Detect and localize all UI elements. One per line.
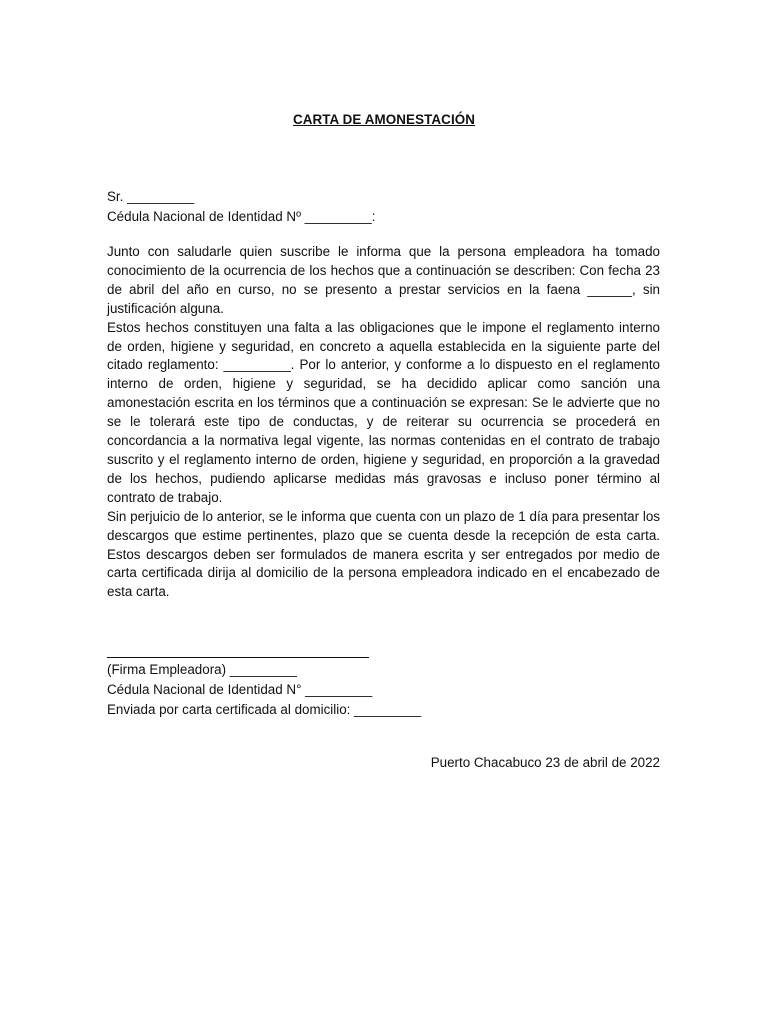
signature-rule: [107, 657, 369, 658]
paragraph-facts: Estos hechos constituyen una falta a las obligaciones que le impone el reglamento interno de orden, higiene y seguridad, en concreto a aquella establecida en la siguiente parte del citado reglamento: _________. Por lo anterior, y conforme a lo dispuesto en el reglamento interno de orden, higiene y seguridad, se ha decidido aplicar como sanción una amonestación escrita en los términos que a continuación se expresan: Se le advierte que no se le tolerará este tipo de conductas, y de reiterar su ocurrencia se procederá en concordancia a la normativa legal vigente, las normas contenidas en el contrato de trabajo suscrito y el reglamento interno de orden, higiene y seguridad, en proporción a la gravedad de los hechos, pudiendo aplicarse medidas más gravosas e incluso poner término al contrato de trabajo.: [107, 319, 660, 505]
paragraph-defense-period: Sin perjuicio de lo anterior, se le informa que cuenta con un plazo de 1 día para presentar los descargos que estime pertinentes, plazo que se cuenta desde la recepción de esta carta. Estos descargos deben ser formulados de manera escrita y ser entregados por medio de carta certificada dirija al domicilio de la persona empleadora indicado en el encabezado de esta carta.: [107, 508, 660, 600]
paragraph-greeting: Junto con saludarle quien suscribe le informa que la persona empleadora ha tomado conocimiento de la ocurrencia de los hechos que a continuación se describen: Con fecha 23 de abril del año en curso, no se presento a prestar servicios en la faena ______, sin justificación alguna.: [107, 244, 660, 316]
recipient-id-line: Cédula Nacional de Identidad Nº _________:: [107, 209, 376, 224]
sent-line: Enviada por carta certificada al domicilio: _________: [107, 702, 422, 717]
signer-line: (Firma Empleadora) _________: [107, 662, 297, 677]
document-title: CARTA DE AMONESTACIÓN: [292, 112, 476, 127]
place-date: Puerto Chacabuco 23 de abril de 2022: [430, 755, 660, 770]
signer-id-line: Cédula Nacional de Identidad N° _________: [107, 682, 373, 697]
letter-body: [107, 243, 660, 602]
recipient-line: Sr. _________: [107, 189, 195, 204]
